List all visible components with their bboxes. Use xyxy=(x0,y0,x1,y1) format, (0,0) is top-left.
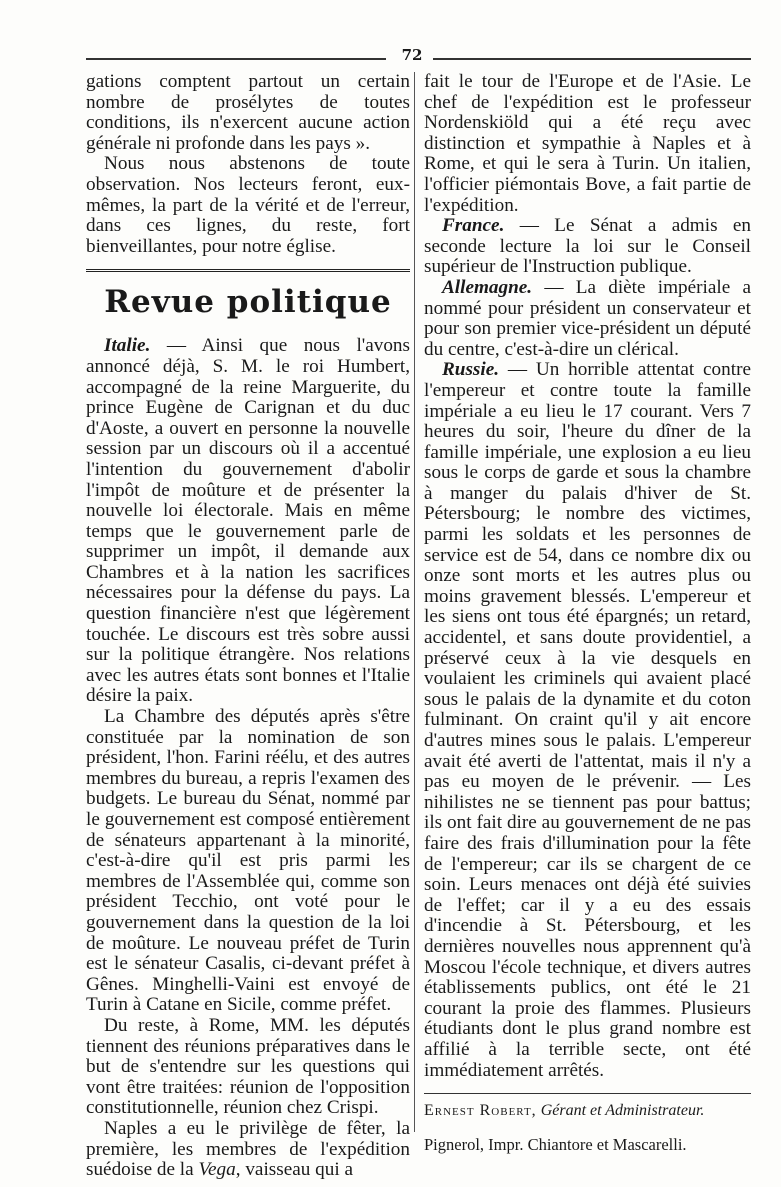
signature-rule xyxy=(424,1093,751,1094)
imprint: Pignerol, Impr. Chiantore et Mascarelli. xyxy=(424,1135,687,1155)
paragraph-chambre: La Chambre des députés après s'être constituée par la nomination de son président, l'hon. Farini réélu, et des autres membres du bureau, a repris l'examen des budgets. Le bureau du Sénat, nommé par le gouvernement est composé entièrement de sénateurs appartenant à la minorité, c'est-à-dire qu'il est pris parmi les membres de l'Assemblée qui, comme son président Tecchio, ont voté pour le gouvernement dans la question de la loi de moûture. Le nouveau préfet de Turin est le sénateur Casalis, ci-devant préfet à Gênes. Minghelli-Vaini est envoyé de Turin à Catane en Sicile, comme préfet. xyxy=(86,706,410,1016)
header-rule-right xyxy=(433,58,751,60)
paragraph-expedition: fait le tour de l'Europe et de l'Asie. Le chef de l'expédition est le professeur Nordenskiöld qui a été reçu avec distinction et sympathie à Naples et à Rome, et qui le sera à Turin. Un italien, l'officier piémontais Bove, a fait partie de l'expédition. xyxy=(424,71,751,216)
paragraph-allemagne xyxy=(424,278,751,360)
right-column xyxy=(424,72,751,1156)
country-label-france: France. xyxy=(442,215,505,237)
paragraph-russie xyxy=(424,360,751,1081)
naples-text-end: , vaisseau qui a xyxy=(235,1159,353,1181)
signature xyxy=(424,1100,751,1122)
france-text: — Le Sénat a admis en seconde lecture la loi sur le Conseil supérieur de l'Instruction publique. xyxy=(424,215,751,278)
section-title: Revue politique xyxy=(104,284,392,321)
country-label-italie: Italie. xyxy=(104,335,151,357)
allemagne-text: — La diète impériale a nommé pour président un conservateur et pour son premier vice-président un député du centre, c'est-à-dire un clérical. xyxy=(424,276,751,360)
header-rule-left xyxy=(86,58,386,60)
country-label-russie: Russie. xyxy=(442,359,500,381)
paragraph-continuation: gations comptent partout un certain nombre de prosélytes de toutes conditions, ils n'exercent aucune action générale ni profonde dans les pays ». xyxy=(86,71,410,154)
left-column xyxy=(86,72,410,1181)
ship-name-vega: Vega xyxy=(198,1159,236,1181)
naples-text-start: Naples a eu le privilège de fêter, la première, les membres de l'expédition suédoise de la xyxy=(86,1117,410,1181)
paragraph-rome: Du reste, à Rome, MM. les députés tiennent des réunions préparatives dans le but de s'entendre sur les questions qui vont être traitées: réunion de l'opposition constitutionnelle, réunion chez Crispi. xyxy=(86,1014,410,1119)
paragraph-france xyxy=(424,216,751,278)
paragraph-naples xyxy=(86,1119,410,1181)
section-rule xyxy=(86,269,410,272)
signature-name: Ernest Robert, xyxy=(424,1102,537,1120)
country-label-allemagne: Allemagne. xyxy=(442,276,533,298)
column-divider xyxy=(414,72,415,1132)
italie-text: — Ainsi que nous l'avons annoncé déjà, S. M. le roi Humbert, accompagné de la reine Marguerite, du prince Eugène de Carignan et du duc d'Aoste, a ouvert en personne la nouvelle session par un discours où il a accentué l'intention du gouvernement d'abolir l'impôt de moûture et de présenter la nouvelle loi électorale. Mais en même temps que le gouvernement parle de supprimer un impôt, il demande aux Chambres et à la nation les sacrifices nécessaires pour la défense du pays. La question financière n'est que légèrement touchée. Le discours est très sobre aussi sur la politique étrangère. Nos relations avec les autres états sont bonnes et l'Italie désire la paix. xyxy=(86,335,410,707)
page-header xyxy=(86,46,751,66)
paragraph-observation: Nous nous abstenons de toute observation. Nos lecteurs feront, eux-mêmes, la part de la vérité et de l'erreur, dans ces lignes, du reste, fort bienveillantes, pour notre église. xyxy=(86,153,410,257)
russie-text: — Un horrible attentat contre l'empereur et contre toute la famille impériale a eu lieu le 17 courant. Vers 7 heures du soir, l'heure du dîner de la famille impériale, une explosion a eu lieu sous le corps de garde et sous la chambre à manger du palais d'hiver de St. Pétersbourg; le nombre des victimes, parmi les soldats et les personnes de service est de 54, dans ce nombre dix ou onze sont morts et les autres plus ou moins gravement blessés. L'empereur et les siens ont tous été épargnés; un retard, accidentel, et sans doute providentiel, a préservé ceux à la vie desquels en voulaient les criminels qui avaient placé sous le palais de la dynamite et du coton fulminant. On craint qu'il y ait encore d'autres mines sous le palais. L'empereur avait été averti de l'attentat, mais il n'y a pas eu moyen de le prévenir. — Les nihilistes ne se tiennent pas pour battus; ils ont fait dire au gouvernement de ne pas faire des frais d'illumination pour la fête de l'empereur; car ils se chargent de ce soin. Leurs menaces ont déjà été suivies de l'effet; car il y a eu des essais d'incendie à St. Pétersbourg, et les dernières nouvelles nous apprennent qu'à Moscou l'école technique, et divers autres établissements publics, ont été le 21 courant la proie des flammes. Plusieurs étudiants dont le plus grand nombre est affilié à la terrible secte, ont été immédiatement arrêtés. xyxy=(424,359,751,1081)
page-number: 72 xyxy=(401,46,423,64)
paragraph-italie xyxy=(86,336,410,707)
signature-role: Gérant et Administrateur. xyxy=(536,1102,705,1120)
